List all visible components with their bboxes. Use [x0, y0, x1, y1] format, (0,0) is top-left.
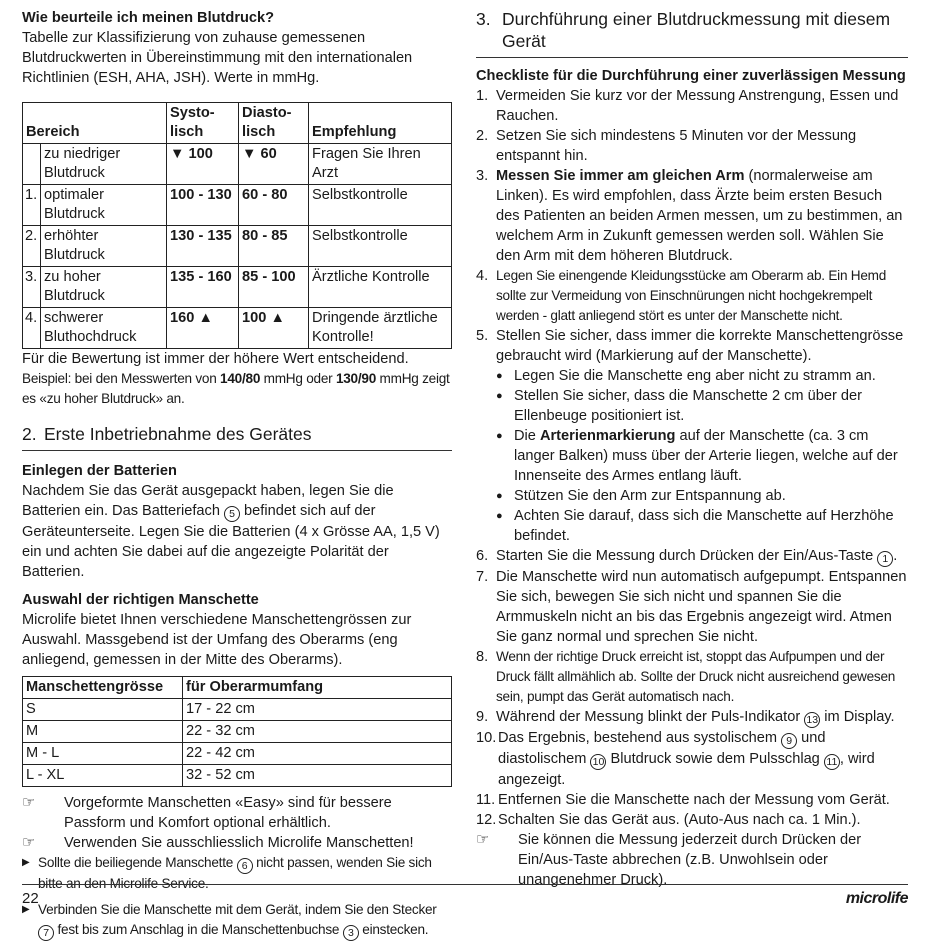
row-systolic: 160 ▲	[167, 308, 239, 349]
list-item: 4. Legen Sie einengende Kleidungsstücke am Oberarm ab. Ein Hemd sollte zur Vermeidung von Einschnürungen nicht hochgekrempelt werden - glatt anliegend stört es unter der Manschette nicht.	[476, 268, 887, 323]
section-3-title: 3. Durchführung einer Blutdruckmessung mit diesem Gerät	[476, 8, 908, 58]
classification-table	[22, 102, 452, 349]
row-recommendation: Selbstkontrolle	[309, 226, 452, 267]
sub-list-item: ● Achten Sie darauf, dass sich die Manschette auf Herzhöhe befindet.	[496, 508, 894, 544]
pointing-hand-icon: ☞	[476, 831, 490, 848]
evaluation-example: Beispiel: bei den Messwerten von 140/80 mmHg oder 130/90 mmHg zeigt es «zu hoher Blutdruck» an.	[22, 371, 450, 406]
row-index: 1.	[23, 185, 41, 226]
header-diastolic: Diasto- lisch	[239, 103, 309, 144]
table-row: L - XL 32 - 52 cm	[23, 765, 452, 787]
checklist-title: Checkliste für die Durchführung einer zuverlässigen Messung	[476, 68, 906, 84]
triangle-bullet-icon: ▶	[22, 904, 30, 915]
table-row	[23, 144, 452, 185]
row-range: schwerer Bluthochdruck	[41, 308, 167, 349]
list-item: 5. Stellen Sie sicher, dass immer die korrekte Manschettengrösse gebraucht wird (Markierung auf der Manschette).	[476, 328, 904, 364]
table-row	[23, 226, 452, 267]
classification-title: Wie beurteile ich meinen Blutdruck?	[22, 10, 275, 26]
table-row: M 22 - 32 cm	[23, 721, 452, 743]
row-recommendation: Selbstkontrolle	[309, 185, 452, 226]
evaluation-note: Für die Bewertung ist immer der höhere Wert entscheidend.	[22, 351, 409, 367]
note-microlife-only: ☞ Verwenden Sie ausschliesslich Microlife Manschetten!	[22, 834, 414, 851]
header-systolic: Systo- lisch	[167, 103, 239, 144]
list-item: 12. Schalten Sie das Gerät aus. (Auto-Aus nach ca. 1 Min.).	[476, 812, 861, 828]
ref-5: 5	[224, 506, 240, 522]
ref-7: 7	[38, 925, 54, 941]
section-2-title: 2. Erste Inbetriebnahme des Gerätes	[22, 423, 452, 451]
brand-logo: microlife	[845, 890, 908, 907]
ref-3: 3	[343, 925, 359, 941]
row-recommendation: Fragen Sie Ihren Arzt	[309, 144, 452, 185]
row-recommendation: Ärztliche Kontrolle	[309, 267, 452, 308]
triangle-bullet-icon: ▶	[22, 857, 30, 868]
pointing-hand-icon: ☞	[22, 794, 36, 811]
row-recommendation: Dringende ärztliche Kontrolle!	[309, 308, 452, 349]
row-diastolic: ▼ 60	[239, 144, 309, 185]
page-number: 22	[22, 890, 39, 907]
sub-list-item: ● Stützen Sie den Arm zur Entspannung ab.	[496, 488, 786, 504]
left-column	[22, 8, 452, 941]
row-diastolic: 80 - 85	[239, 226, 309, 267]
cuff-size-table	[22, 676, 452, 787]
ref-1: 1	[877, 551, 893, 567]
batteries-text: Nachdem Sie das Gerät ausgepackt haben, legen Sie die Batterien ein. Das Batteriefach 5 befindet sich auf der Geräteunterseite. Legen Sie die Batterien (4 x Grösse AA, 1,5 V) ein und achten Sie dabei auf die angezeigte Polarität der Batterien.	[22, 483, 440, 580]
list-item: 11. Entfernen Sie die Manschette nach der Messung vom Gerät.	[476, 792, 890, 808]
row-systolic: 135 - 160	[167, 267, 239, 308]
row-systolic: 100 - 130	[167, 185, 239, 226]
header-range: Bereich	[23, 103, 167, 144]
list-item: 8. Wenn der richtige Druck erreicht ist, stoppt das Aufpumpen und der Druck fällt allmählich ab. Sollte der Druck nicht ausreichend gewesen sein, pumpt das Gerät automatisch nach.	[476, 649, 896, 704]
row-range: optimaler Blutdruck	[41, 185, 167, 226]
table-header-row	[23, 677, 452, 699]
row-index	[23, 144, 41, 185]
row-range: erhöhter Blutdruck	[41, 226, 167, 267]
row-range: zu niedriger Blutdruck	[41, 144, 167, 185]
table-header-row	[23, 103, 452, 144]
sub-list-item: ● Die Arterienmarkierung auf der Manschette (ca. 3 cm langer Balken) muss über der Arterie liegen, welche auf der Innenseite des Armes entlang läuft.	[496, 428, 898, 484]
batteries-title: Einlegen der Batterien	[22, 463, 177, 479]
list-item: 6. Starten Sie die Messung durch Drücken der Ein/Aus-Taste 1 .	[476, 548, 898, 565]
table-row	[23, 185, 452, 226]
row-index: 3.	[23, 267, 41, 308]
right-column	[476, 8, 908, 890]
list-item: 2. Setzen Sie sich mindestens 5 Minuten vor der Messung entspannt hin.	[476, 128, 857, 164]
ref-10: 10	[590, 754, 606, 770]
pointing-hand-icon: ☞	[22, 834, 36, 851]
header-recommendation: Empfehlung	[309, 103, 452, 144]
row-systolic: 130 - 135	[167, 226, 239, 267]
row-index: 2.	[23, 226, 41, 267]
bullet-connect-cuff: ▶ Verbinden Sie die Manschette mit dem Gerät, indem Sie den Stecker 7 fest bis zum Anschlag in die Manschettenbuchse 3 einstecken.	[22, 902, 437, 939]
header-cuff-size: Manschettengrösse	[23, 677, 183, 699]
list-item: 7. Die Manschette wird nun automatisch aufgepumpt. Entspannen Sie sich, bewegen Sie sich nicht und spannen Sie die Armmuskeln nicht an bis das Ergebnis angezeigt wird. Atmen Sie ganz normal und sprechen Sie nicht.	[476, 569, 907, 645]
ref-9: 9	[781, 733, 797, 749]
cuff-text: Microlife bietet Ihnen verschiedene Manschettengrössen zur Auswahl. Massgebend ist der Umfang des Oberarms (eng anliegend, gemessen in der Mitte des Oberarms).	[22, 612, 412, 668]
table-row	[23, 308, 452, 349]
bullet-cuff-service: ▶ Sollte die beiliegende Manschette 6 nicht passen, wenden Sie sich bitte an den Microlife Service.	[22, 855, 432, 891]
row-systolic: ▼ 100	[167, 144, 239, 185]
row-index: 4.	[23, 308, 41, 349]
cuff-title: Auswahl der richtigen Manschette	[22, 592, 259, 608]
row-range: zu hoher Blutdruck	[41, 267, 167, 308]
row-diastolic: 85 - 100	[239, 267, 309, 308]
list-item: 3. Messen Sie immer am gleichen Arm (normalerweise am Linken). Es wird empfohlen, dass Ärzte beim ersten Besuch des Patienten an beiden Armen messen, um zu bestimmen, an welchem Arm in Zukunft gemessen werden soll. Wählen Sie den Arm mit dem höheren Blutdruck.	[476, 168, 903, 264]
checklist	[476, 86, 908, 830]
note-easy-cuffs: ☞ Vorgeformte Manschetten «Easy» sind für bessere Passform und Komfort optional erhältlich.	[22, 794, 392, 831]
sub-list-item: ● Stellen Sie sicher, dass die Manschette 2 cm über der Ellenbeuge positioniert ist.	[496, 388, 862, 424]
ref-6: 6	[237, 858, 253, 874]
ref-11: 11	[824, 754, 840, 770]
note-cancel-measurement: ☞ Sie können die Messung jederzeit durch Drücken der Ein/Aus-Taste abbrechen (z.B. Unwohlsein oder unangenehmer Druck).	[476, 831, 862, 888]
classification-intro: Tabelle zur Klassifizierung von zuhause gemessenen Blutdruckwerten in Übereinstimmung mit den internationalen Richtlinien (ESH, AHA, JSH). Werte in mmHg.	[22, 30, 413, 86]
row-diastolic: 100 ▲	[239, 308, 309, 349]
row-diastolic: 60 - 80	[239, 185, 309, 226]
list-item: 1. Vermeiden Sie kurz vor der Messung Anstrengung, Essen und Rauchen.	[476, 88, 899, 124]
table-row	[23, 267, 452, 308]
list-item: 9. Während der Messung blinkt der Puls-Indikator 13 im Display.	[476, 709, 895, 726]
sub-list-item: ● Legen Sie die Manschette eng aber nicht zu stramm an.	[496, 368, 876, 384]
list-item: 10. Das Ergebnis, bestehend aus systolischem 9 und diastolischem 10 Blutdruck sowie dem Pulsschlag 11 , wird angezeigt.	[476, 730, 875, 788]
ref-13: 13	[804, 712, 820, 728]
header-arm-circumference: für Oberarmumfang	[183, 677, 452, 699]
table-row: M - L 22 - 42 cm	[23, 743, 452, 765]
page-footer	[22, 884, 908, 909]
table-row: S 17 - 22 cm	[23, 699, 452, 721]
